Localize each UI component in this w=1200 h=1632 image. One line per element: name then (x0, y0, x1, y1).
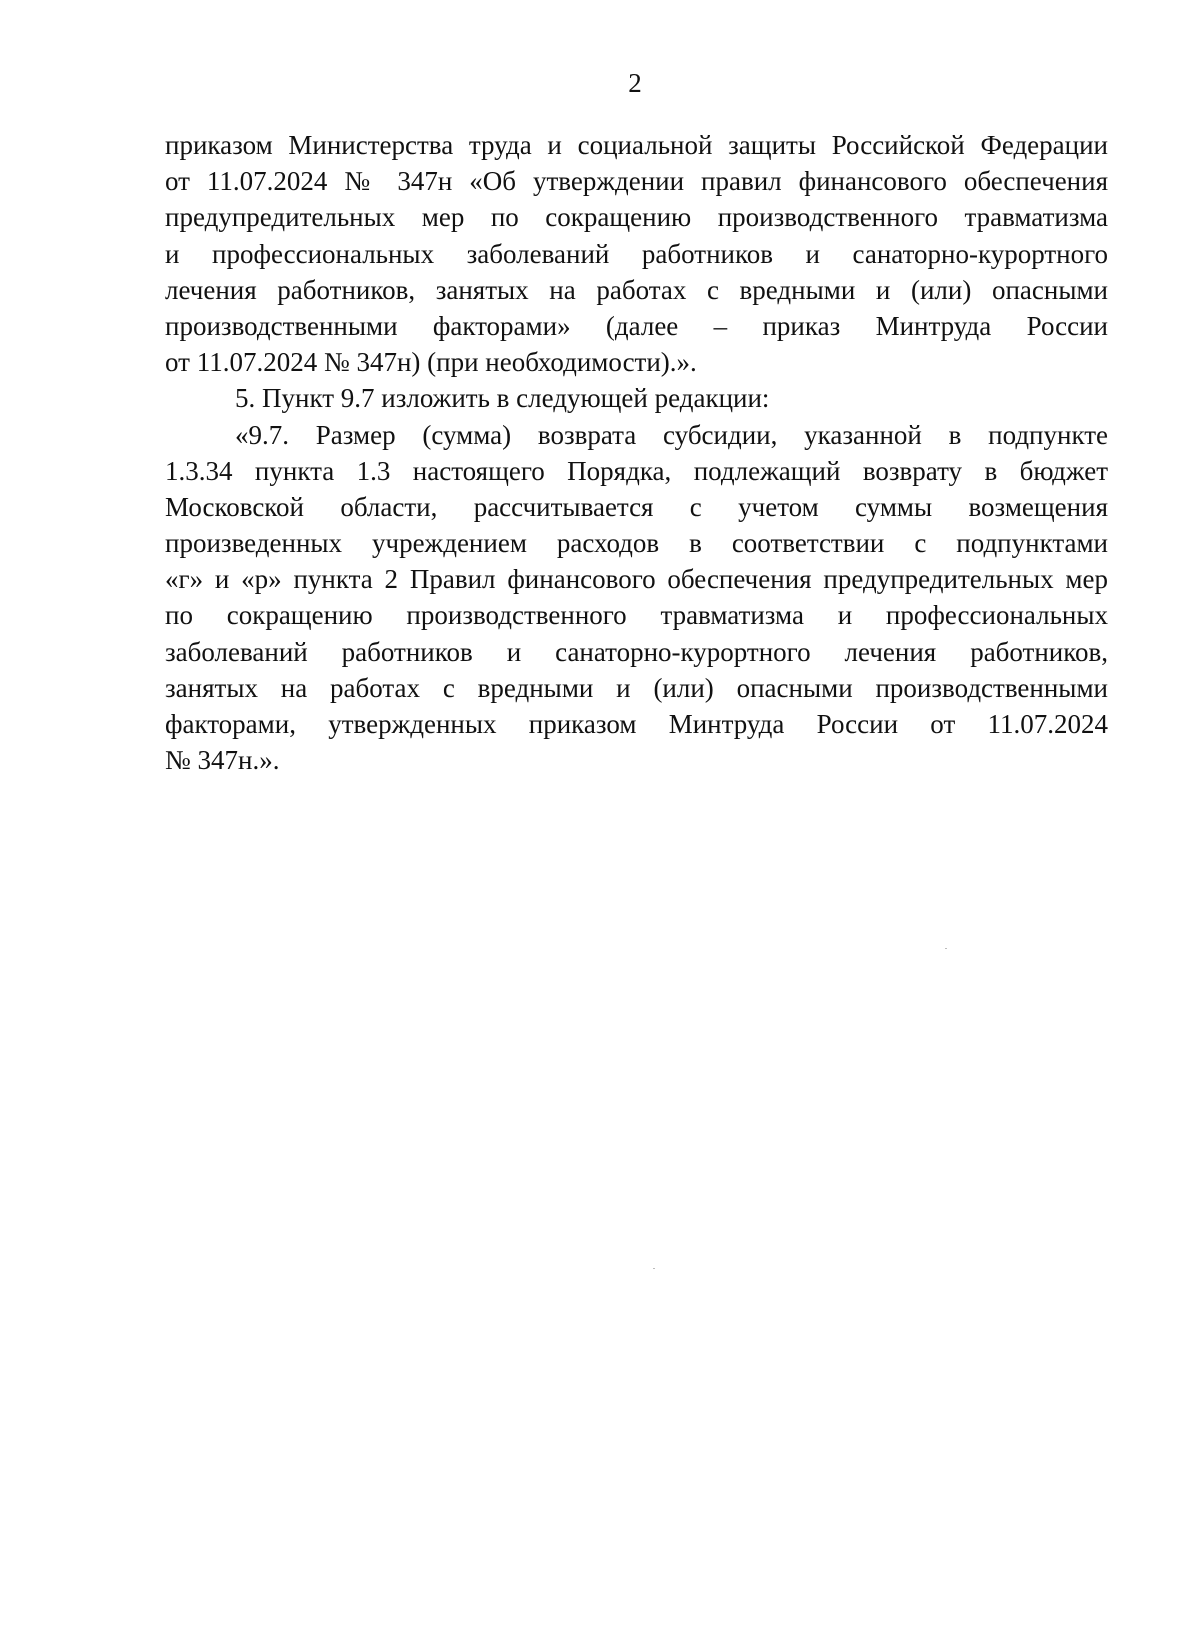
text-line: от 11.07.2024 № 347н «Об утверждении правил финансового обеспечения (165, 166, 1108, 197)
text-line: от 11.07.2024 № 347н) (при необходимости).». (165, 347, 697, 378)
text-line: 1.3.34 пункта 1.3 настоящего Порядка, подлежащий возврату в бюджет (165, 455, 1108, 486)
text-line: «9.7. Размер (сумма) возврата субсидии, указанной в подпункте (235, 419, 1108, 450)
text-line: факторами, утвержденных приказом Минтруда России от 11.07.2024 (165, 709, 1108, 739)
text-line: Московской области, рассчитывается с учетом суммы возмещения (165, 491, 1108, 522)
page-number: 2 (628, 68, 642, 98)
paragraph-heading: 5. Пункт 9.7 изложить в следующей редакции: (235, 383, 770, 414)
text-line: приказом Министерства труда и социальной защиты Российской Федерации (165, 130, 1108, 160)
text-line: производственными факторами» (далее – приказ Минтруда России (165, 310, 1108, 341)
document-body (165, 127, 1108, 778)
scan-speck (945, 948, 947, 949)
text-line: по сокращению производственного травматизма и профессиональных (165, 600, 1108, 631)
text-line: лечения работников, занятых на работах с вредными и (или) опасными (165, 274, 1108, 305)
text-line: занятых на работах с вредными и (или) опасными производственными (165, 672, 1108, 703)
scan-speck (653, 1268, 655, 1269)
text-line: и профессиональных заболеваний работников и санаторно-курортного (165, 238, 1108, 269)
text-line: предупредительных мер по сокращению производственного травматизма (165, 202, 1108, 233)
text-line: заболеваний работников и санаторно-курортного лечения работников, (165, 636, 1108, 667)
text-line: «г» и «р» пункта 2 Правил финансового обеспечения предупредительных мер (165, 564, 1108, 595)
text-line: произведенных учреждением расходов в соответствии с подпунктами (165, 528, 1108, 559)
text-line: № 347н.». (165, 745, 280, 776)
